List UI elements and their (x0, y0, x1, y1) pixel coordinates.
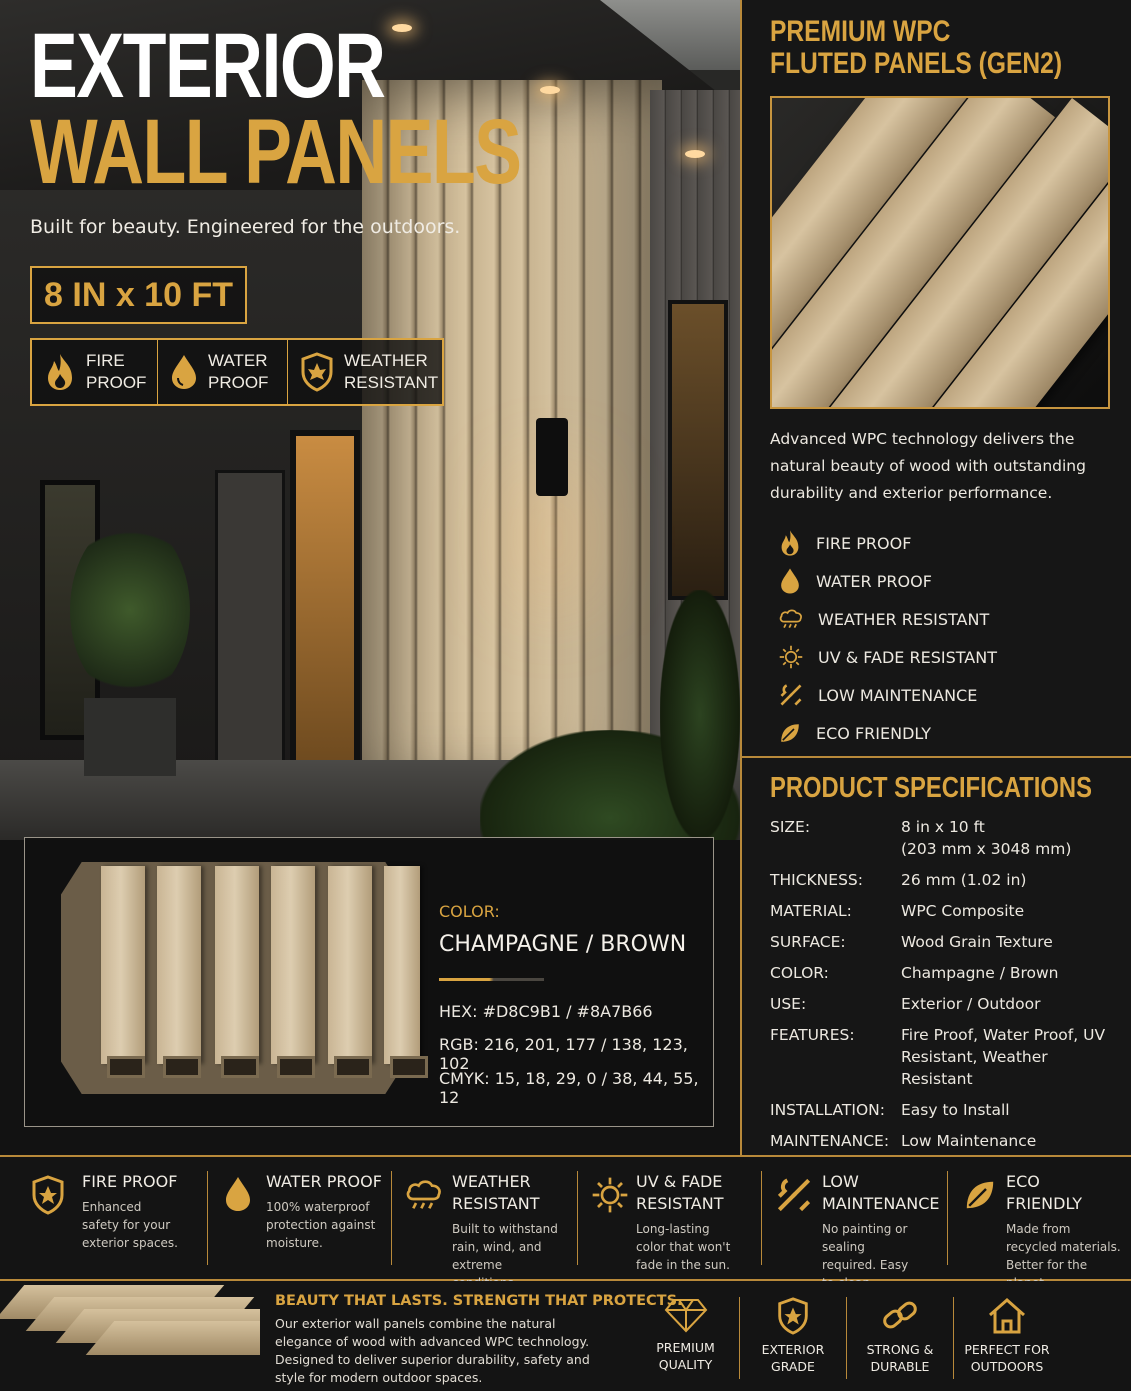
spec-row (770, 993, 1120, 1015)
footer-panel-image (0, 1285, 260, 1385)
water-drop-icon (778, 567, 802, 595)
feature-title: WATER PROOF (266, 1172, 382, 1191)
color-label: COLOR: (439, 902, 500, 921)
feature-eco-friendly (948, 1171, 1131, 1272)
shield-star-icon (775, 1297, 811, 1335)
spec-row (770, 1130, 1120, 1152)
feature-list (778, 524, 997, 752)
badge-fire-proof (32, 340, 158, 404)
spec-key: COLOR: (770, 964, 829, 982)
feature-desc: No painting or sealing required. Easy (822, 1222, 909, 1272)
product-title-line: PREMIUM WPC (770, 15, 951, 48)
feature-uv-fade-resistant (578, 1171, 762, 1272)
feature-label: WATER PROOF (816, 571, 932, 591)
hex-value: HEX: #D8C9B1 / #8A7B66 (439, 1002, 653, 1021)
badge-label: EXTERIOR GRADE (761, 1342, 825, 1374)
title-line-2: WALL PANELS (30, 101, 521, 203)
tagline: Built for beauty. Engineered for the outdoors. (30, 216, 461, 238)
feature-desc: Long-lasting color that won't fade in the sun. (636, 1222, 731, 1272)
shield-star-icon (30, 1175, 66, 1215)
hero-badges (30, 338, 444, 406)
feature-desc: Made from recycled materials. Better for the (1006, 1222, 1121, 1272)
spec-value: Champagne / Brown (901, 964, 1059, 982)
feature-label: WEATHER RESISTANT (818, 609, 990, 629)
feature-desc: Built to withstand rain, wind, and extreme (452, 1222, 558, 1272)
spec-row (770, 869, 1120, 891)
feature-weather-resistant (392, 1171, 578, 1272)
badge-label: FIRE (86, 351, 125, 370)
spec-value: Exterior / Outdoor (901, 995, 1041, 1013)
leaf-icon (778, 719, 802, 747)
spec-key: SIZE: (770, 818, 811, 836)
divider (439, 978, 544, 981)
spec-key: INSTALLATION: (770, 1101, 885, 1119)
spec-value: (203 mm x 3048 mm) (901, 840, 1072, 858)
feature-label: ECO FRIENDLY (816, 723, 931, 743)
feature-desc: 100% waterproof protection against moisture. (266, 1200, 376, 1250)
diamond-icon (664, 1297, 708, 1333)
wall-lamp (536, 418, 568, 496)
flame-icon (778, 529, 802, 557)
badge-label: WEATHER (344, 351, 428, 370)
spec-key: MATERIAL: (770, 902, 852, 920)
tools-icon (774, 1175, 814, 1215)
spec-row (770, 962, 1120, 984)
list-item (778, 676, 997, 714)
badge-weather-resistant (288, 340, 442, 404)
sun-icon (778, 643, 804, 671)
feature-fire-proof (0, 1171, 208, 1265)
spec-key: FEATURES: (770, 1026, 855, 1044)
water-drop-icon (170, 353, 198, 391)
badge-label: RESISTANT (344, 373, 439, 392)
feature-low-maintenance (762, 1171, 948, 1272)
divider (742, 756, 1131, 758)
right-panel (740, 0, 1131, 1155)
product-title-line: FLUTED PANELS (GEN2) (770, 47, 1063, 80)
title-line-1: EXTERIOR (30, 15, 385, 117)
chain-link-icon (880, 1297, 920, 1335)
tools-icon (778, 681, 804, 709)
list-item (778, 714, 997, 752)
feature-title: WEATHER RESISTANT (452, 1172, 540, 1213)
badge-water-proof (158, 340, 288, 404)
spec-key: THICKNESS: (770, 871, 863, 889)
house-icon (987, 1297, 1027, 1335)
rgb-value: RGB: 216, 201, 177 / 138, 123, 102 (439, 1035, 688, 1073)
feature-label: LOW MAINTENANCE (818, 685, 978, 705)
feature-strip (0, 1155, 1131, 1281)
feature-water-proof (208, 1171, 392, 1265)
list-item (778, 562, 997, 600)
leaf-icon (962, 1175, 998, 1215)
footer-headline: BEAUTY THAT LASTS. STRENGTH THAT PROTECTS. (275, 1293, 683, 1309)
specs-table (770, 816, 1120, 1161)
footer (0, 1281, 1131, 1391)
panel-product-image (770, 96, 1110, 409)
feature-title: LOW MAINTENANCE (822, 1172, 940, 1213)
spec-row (770, 900, 1120, 922)
list-item (778, 600, 997, 638)
color-name: CHAMPAGNE / BROWN (439, 932, 687, 957)
spec-row (770, 1099, 1120, 1121)
water-drop-icon (224, 1175, 252, 1213)
size-badge (30, 266, 247, 324)
cmyk-value: CMYK: 15, 18, 29, 0 / 38, 44, 55, 12 (439, 1069, 699, 1107)
badge-perfect-outdoors (953, 1297, 1060, 1379)
spec-value: 8 in x 10 ft (901, 818, 985, 836)
shield-leaf-icon (300, 352, 334, 392)
badge-label: PROOF (208, 373, 269, 392)
badge-label: STRONG & DURABLE (866, 1342, 934, 1374)
badge-strong-durable (846, 1297, 953, 1379)
badge-label: PREMIUM QUALITY (656, 1340, 715, 1372)
footer-badges (632, 1297, 1060, 1379)
cloud-rain-icon (404, 1175, 444, 1215)
cloud-rain-icon (778, 605, 804, 633)
list-item (778, 638, 997, 676)
list-item (778, 524, 997, 562)
spec-key: USE: (770, 995, 807, 1013)
spec-value: Easy to Install (901, 1101, 1010, 1119)
feature-label: UV & FADE RESISTANT (818, 647, 997, 667)
specs-title: PRODUCT SPECIFICATIONS (770, 772, 1092, 804)
spec-row (770, 1024, 1120, 1090)
feature-title: ECO FRIENDLY (1006, 1172, 1082, 1213)
size-text: 8 IN x 10 FT (44, 275, 233, 314)
color-card (24, 837, 714, 1127)
badge-exterior-grade (739, 1297, 846, 1379)
feature-title: UV & FADE RESISTANT (636, 1172, 724, 1213)
feature-desc: Enhanced safety for your exterior spaces. (82, 1200, 178, 1250)
feature-label: FIRE PROOF (816, 533, 912, 553)
spec-row (770, 931, 1120, 953)
sun-icon (590, 1175, 630, 1215)
feature-title: FIRE PROOF (82, 1172, 178, 1191)
badge-premium-quality (632, 1297, 739, 1379)
spec-value: Fire Proof, Water Proof, UV Resistant, Weather Resistant (901, 1026, 1106, 1088)
spec-value: WPC Composite (901, 902, 1025, 920)
badge-label: PROOF (86, 373, 147, 392)
product-title (770, 16, 1062, 80)
flame-icon (44, 352, 76, 392)
spec-value: 26 mm (1.02 in) (901, 871, 1027, 889)
spec-value: Low Maintenance (901, 1132, 1037, 1150)
badge-label: PERFECT FOR OUTDOORS (964, 1342, 1050, 1374)
badge-label: WATER (208, 351, 268, 370)
spec-key: MAINTENANCE: (770, 1132, 890, 1150)
spec-key: SURFACE: (770, 933, 846, 951)
product-description: Advanced WPC technology delivers the natural beauty of wood with outstanding durability and exterior performance. (770, 430, 1086, 502)
spec-value: Wood Grain Texture (901, 933, 1053, 951)
footer-body: Our exterior wall panels combine the natural elegance of wood with advanced WPC technology. Designed to deliver superior durability, safety and style for modern outdoor spaces. (275, 1316, 590, 1385)
spec-row (770, 816, 1120, 860)
